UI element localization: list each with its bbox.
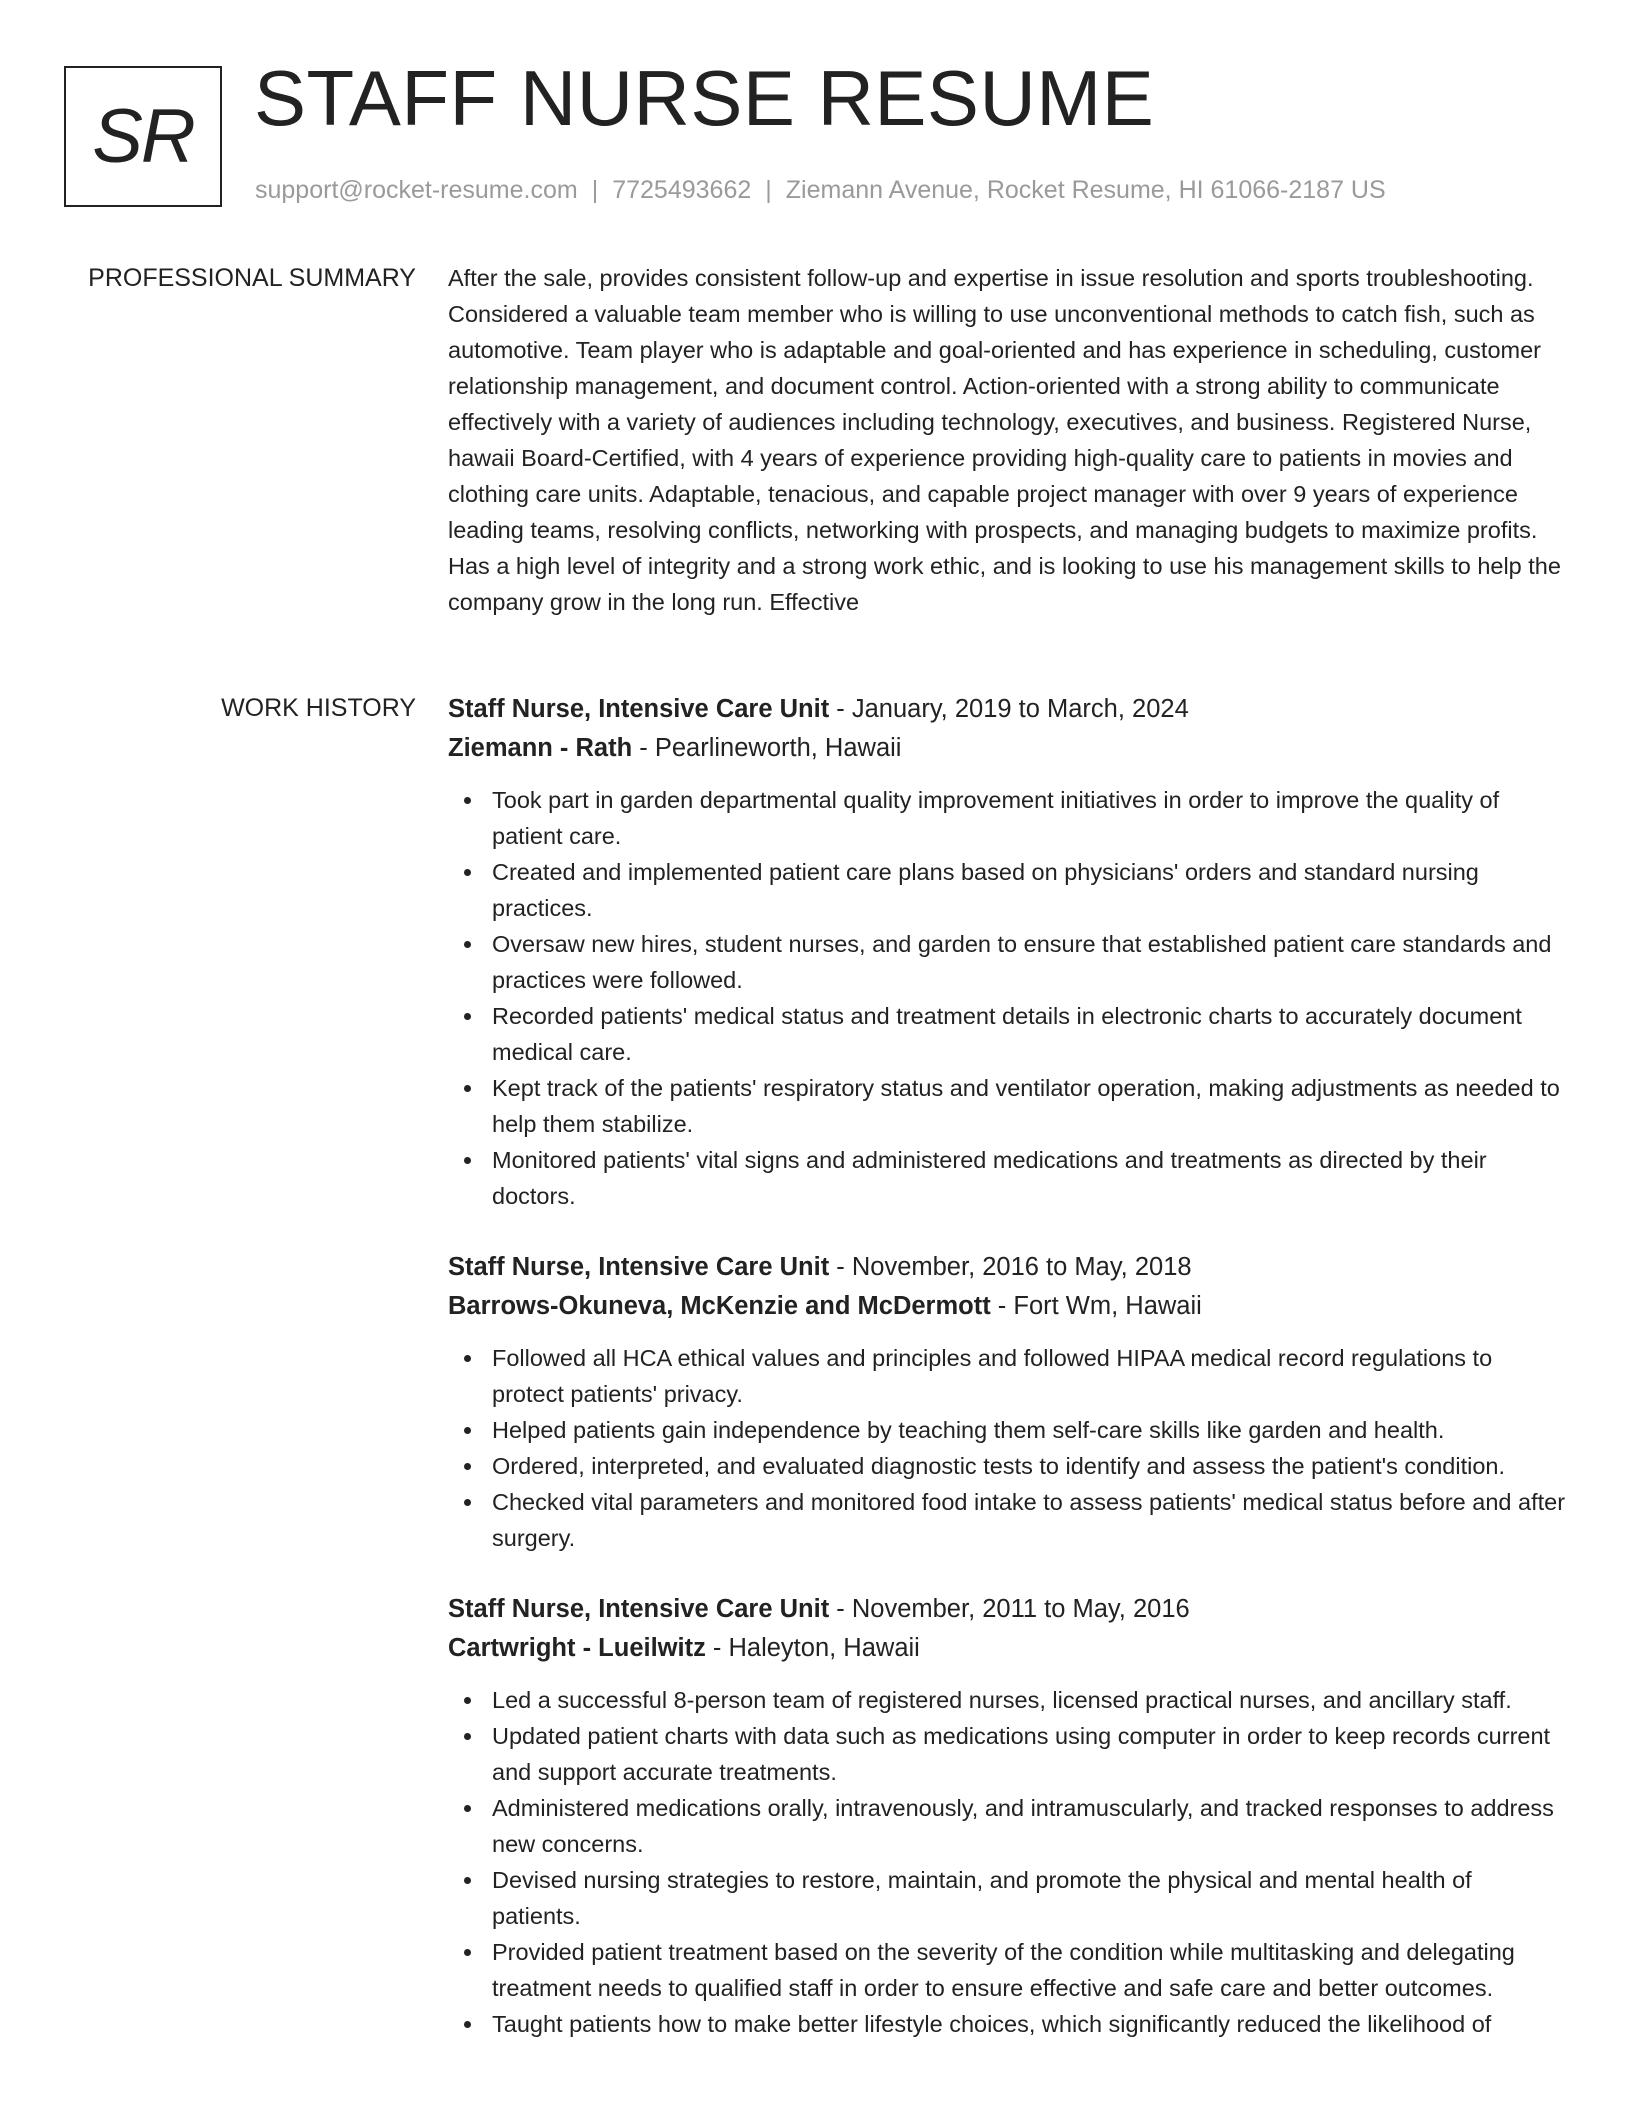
job-company: Ziemann - Rath [448, 734, 633, 762]
bullet-dot-icon [464, 1463, 471, 1470]
job-bullet [492, 2006, 1566, 2042]
monogram-box [64, 66, 222, 207]
job-bullet-text: Recorded patients' medical status and treatment details in electronic charts to accurately document medical care. [492, 1003, 1522, 1065]
job-bullet-list [448, 1340, 1566, 1556]
job-bullet [492, 854, 1566, 926]
contact-line [255, 175, 1386, 205]
contact-address: Ziemann Avenue, Rocket Resume, HI 61066-2187 US [785, 176, 1386, 204]
bullet-dot-icon [464, 1733, 471, 1740]
job-title: Staff Nurse, Intensive Care Unit [448, 1595, 830, 1623]
bullet-dot-icon [464, 797, 471, 804]
bullet-dot-icon [464, 1355, 471, 1362]
bullet-dot-icon [464, 1697, 471, 1704]
job-title: Staff Nurse, Intensive Care Unit [448, 695, 830, 723]
job-list [448, 690, 1566, 2076]
job-bullet-text: Devised nursing strategies to restore, maintain, and promote the physical and mental health of patients. [492, 1867, 1472, 1929]
job-bullet [492, 1484, 1566, 1556]
job-bullet-text: Monitored patients' vital signs and administered medications and treatments as directed by their doctors. [492, 1147, 1487, 1209]
job-bullet-text: Administered medications orally, intravenously, and intramuscularly, and tracked responses to address new concerns. [492, 1795, 1554, 1857]
job-bullet [492, 1718, 1566, 1790]
job-bullet-list [448, 782, 1566, 1214]
job-location: - Haleyton, Hawaii [705, 1634, 920, 1662]
job-company: Cartwright - Lueilwitz [448, 1634, 706, 1662]
job-title: Staff Nurse, Intensive Care Unit [448, 1253, 830, 1281]
job-bullet-text: Provided patient treatment based on the severity of the condition while multitasking and delegating treatment needs to qualified staff in order to ensure effective and safe care and better outcomes. [492, 1939, 1515, 2001]
bullet-dot-icon [464, 1805, 471, 1812]
bullet-dot-icon [464, 1157, 471, 1164]
contact-separator: | [765, 176, 772, 204]
bullet-dot-icon [464, 1877, 471, 1884]
job-title-line [448, 1248, 1566, 1287]
job-bullet [492, 1142, 1566, 1214]
bullet-dot-icon [464, 869, 471, 876]
job-entry [448, 1590, 1566, 2042]
job-bullet-text: Took part in garden departmental quality improvement initiatives in order to improve the quality of patient care. [492, 787, 1500, 849]
job-dates: - November, 2016 to May, 2018 [829, 1253, 1192, 1281]
job-title-line [448, 690, 1566, 729]
bullet-dot-icon [464, 2021, 471, 2028]
job-bullet-text: Created and implemented patient care plans based on physicians' orders and standard nursing practices. [492, 859, 1479, 921]
section-label-summary: PROFESSIONAL SUMMARY [88, 264, 416, 292]
job-bullet-text: Helped patients gain independence by teaching them self-care skills like garden and health. [492, 1417, 1445, 1443]
bullet-dot-icon [464, 1085, 471, 1092]
section-label-work-history: WORK HISTORY [221, 694, 416, 722]
job-bullet [492, 1412, 1566, 1448]
job-bullet-text: Led a successful 8-person team of registered nurses, licensed practical nurses, and ancillary staff. [492, 1687, 1512, 1713]
bullet-dot-icon [464, 1427, 471, 1434]
job-location: - Pearlineworth, Hawaii [632, 734, 902, 762]
bullet-dot-icon [464, 1013, 471, 1020]
job-entry [448, 690, 1566, 1214]
job-bullet [492, 1070, 1566, 1142]
job-company-line [448, 1287, 1566, 1326]
job-bullet [492, 1934, 1566, 2006]
bullet-dot-icon [464, 1949, 471, 1956]
job-dates: - November, 2011 to May, 2016 [829, 1595, 1190, 1623]
job-bullet [492, 782, 1566, 854]
job-bullet [492, 1448, 1566, 1484]
job-location: - Fort Wm, Hawaii [990, 1292, 1202, 1320]
resume-title: STAFF NURSE RESUME [254, 54, 1155, 142]
job-bullet-text: Ordered, interpreted, and evaluated diagnostic tests to identify and assess the patient's condition. [492, 1453, 1506, 1479]
job-entry [448, 1248, 1566, 1556]
job-bullet [492, 1340, 1566, 1412]
job-bullet [492, 1682, 1566, 1718]
job-title-line [448, 1590, 1566, 1629]
job-bullet-text: Updated patient charts with data such as medications using computer in order to keep records current and support accurate treatments. [492, 1723, 1551, 1785]
job-bullet [492, 926, 1566, 998]
job-bullet-text: Followed all HCA ethical values and principles and followed HIPAA medical record regulations to protect patients' privacy. [492, 1345, 1493, 1407]
job-bullet [492, 1790, 1566, 1862]
job-bullet-text: Oversaw new hires, student nurses, and garden to ensure that established patient care standards and practices were followed. [492, 931, 1552, 993]
contact-phone: 7725493662 [612, 176, 752, 204]
monogram-initials: SR [92, 94, 194, 179]
job-bullet-text: Checked vital parameters and monitored food intake to assess patients' medical status before and after surgery. [492, 1489, 1566, 1551]
contact-separator: | [591, 176, 599, 204]
job-bullet-text: Taught patients how to make better lifestyle choices, which significantly reduced the likelihood of [492, 2011, 1492, 2037]
job-company: Barrows-Okuneva, McKenzie and McDermott [448, 1292, 991, 1320]
job-company-line [448, 729, 1566, 768]
job-company-line [448, 1629, 1566, 1668]
job-dates: - January, 2019 to March, 2024 [829, 695, 1189, 723]
job-bullet-text: Kept track of the patients' respiratory status and ventilator operation, making adjustments as needed to help them stabilize. [492, 1075, 1560, 1137]
summary-text: After the sale, provides consistent follow-up and expertise in issue resolution and sports troubleshooting. Considered a valuable team member who is willing to use unconventional methods to catch fish, such as automotive. Team player who is adaptable and goal-oriented and has experience in scheduling, customer relationship management, and document control. Action-oriented with a strong ability to communicate effectively with a variety of audiences including technology, executives, and business. Registered Nurse, hawaii Board-Certified, with 4 years of experience providing high-quality care to patients in movies and clothing care units. Adaptable, tenacious, and capable project manager with over 9 years of experience leading teams, resolving conflicts, networking with prospects, and managing budgets to maximize profits. Has a high level of integrity and a strong work ethic, and is looking to use his management skills to help the company grow in the long run. Effective [448, 265, 1561, 615]
job-bullet [492, 998, 1566, 1070]
job-bullet [492, 1862, 1566, 1934]
job-bullet-list [448, 1682, 1566, 2042]
contact-email: support@rocket-resume.com [255, 176, 578, 204]
bullet-dot-icon [464, 941, 471, 948]
bullet-dot-icon [464, 1499, 471, 1506]
